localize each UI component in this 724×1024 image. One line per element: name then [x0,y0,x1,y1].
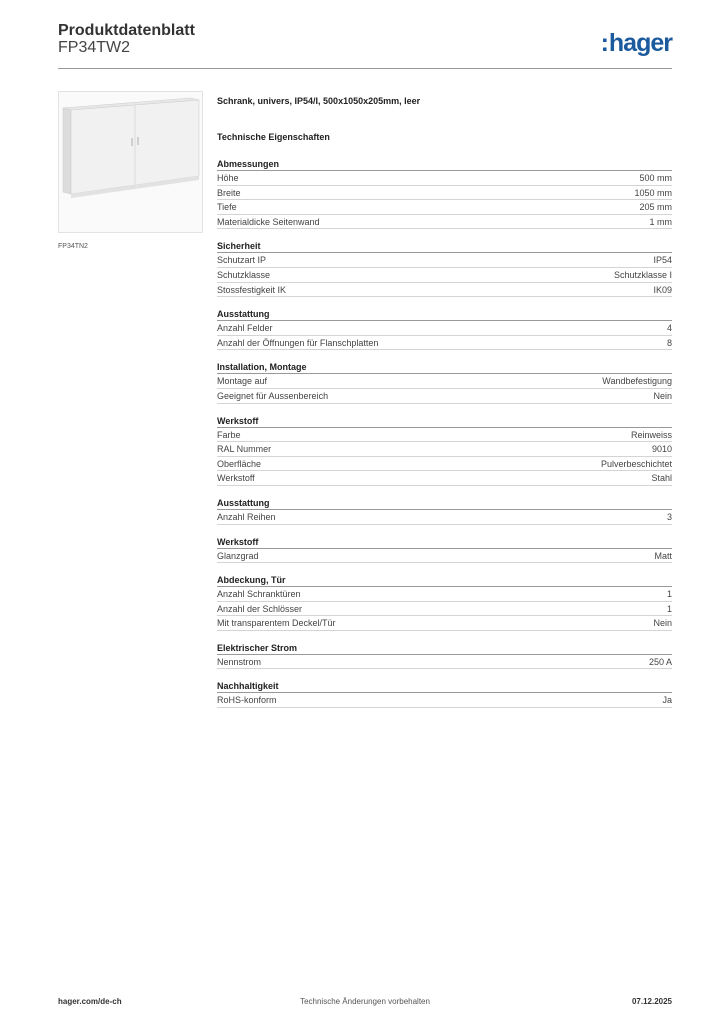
property-label: Schutzart IP [217,255,267,266]
property-row [217,215,672,230]
product-content [217,95,672,708]
property-value: IP54 [653,255,672,266]
property-value: 8 [666,337,672,348]
property-row [217,374,672,389]
property-label: Anzahl Reihen [217,511,276,522]
technical-properties-heading: Technische Eigenschaften [217,132,330,142]
property-row [217,693,672,708]
property-value: 1 [666,589,672,600]
property-value: Reinweiss [630,429,672,440]
document-title: Produktdatenblatt [58,22,195,39]
property-section [217,641,672,670]
property-value: 250 A [648,656,672,667]
property-label: Farbe [217,429,241,440]
header-divider [58,68,672,69]
page-header [58,20,672,68]
property-value: 3 [666,511,672,522]
property-label: Oberfläche [217,458,262,469]
product-description: Schrank, univers, IP54/I, 500x1050x205mm, leer [217,96,421,106]
property-label: Anzahl der Schlösser [217,603,303,614]
property-label: Glanzgrad [217,550,259,561]
property-value: 1050 mm [634,187,672,198]
footer-date: 07.12.2025 [631,997,672,1006]
property-value: Pulverbeschichtet [600,458,672,469]
property-value: Nein [653,618,672,629]
properties-sections [217,157,672,708]
logo-colon: : [600,29,608,57]
property-row [217,471,672,486]
property-label: Stossfestigkeit IK [217,284,287,295]
logo-text: hager [608,29,672,57]
property-label: Anzahl Schranktüren [217,589,301,600]
property-label: Höhe [217,173,239,183]
property-label: Werkstoff [217,473,255,484]
property-value: Wandbefestigung [602,376,672,387]
property-value: 500 mm [639,173,672,183]
property-row [217,389,672,404]
property-row [217,200,672,215]
section-title: Werkstoff [217,414,672,428]
property-row [217,549,672,564]
property-value: 9010 [651,444,672,455]
property-label: Breite [217,187,241,198]
section-title: Werkstoff [217,535,672,549]
property-section [217,573,672,631]
section-title: Abmessungen [217,157,672,171]
property-label: Schutzklasse [217,269,271,280]
section-title: Installation, Montage [217,360,672,374]
property-value: Nein [653,390,672,401]
property-label: Mit transparentem Deckel/Tür [217,618,336,629]
property-row [217,171,672,186]
property-label: Nennstrom [217,656,262,667]
property-row [217,587,672,602]
property-label: Montage auf [217,376,268,387]
property-label: Materialdicke Seitenwand [217,216,320,227]
property-row [217,602,672,617]
image-caption: FP34TN2 [58,243,88,250]
property-row [217,253,672,268]
property-value: IK09 [653,284,672,295]
section-title: Elektrischer Strom [217,641,672,655]
property-row [217,616,672,631]
section-title: Abdeckung, Tür [217,573,672,587]
property-row [217,283,672,298]
property-label: Anzahl Felder [217,323,273,334]
property-row [217,336,672,351]
section-title: Nachhaltigkeit [217,679,672,693]
article-number: FP34TW2 [58,39,131,56]
property-row [217,186,672,201]
property-section [217,414,672,486]
property-value: 1 mm [649,216,672,227]
property-value: 1 [666,603,672,614]
section-title: Ausstattung [217,496,672,510]
property-row [217,510,672,525]
property-value: Stahl [651,473,672,484]
property-section [217,157,672,229]
property-section [217,307,672,350]
page-footer [58,997,672,1011]
footer-website: hager.com/de-ch [58,997,122,1006]
property-value: Matt [654,550,672,561]
product-image [58,91,203,233]
property-row [217,457,672,472]
property-value: Schutzklasse I [613,269,672,280]
property-section [217,360,672,403]
property-value: 4 [666,323,672,334]
cabinet-illustration [59,92,204,234]
property-value: Ja [662,695,672,706]
property-label: Geeignet für Aussenbereich [217,390,329,401]
section-title: Ausstattung [217,307,672,321]
property-row [217,428,672,443]
property-row [217,268,672,283]
section-title: Sicherheit [217,239,672,253]
property-section [217,535,672,564]
footer-notice: Technische Änderungen vorbehalten [300,997,430,1006]
property-value: 205 mm [639,202,672,213]
property-section [217,679,672,708]
property-section [217,496,672,525]
property-label: RAL Nummer [217,444,272,455]
hager-logo [601,29,672,58]
property-label: RoHS-konform [217,695,277,706]
property-row [217,442,672,457]
property-label: Tiefe [217,202,237,213]
property-label: Anzahl der Öffnungen für Flanschplatten [217,337,379,348]
property-section [217,239,672,297]
property-row [217,655,672,670]
property-row [217,321,672,336]
